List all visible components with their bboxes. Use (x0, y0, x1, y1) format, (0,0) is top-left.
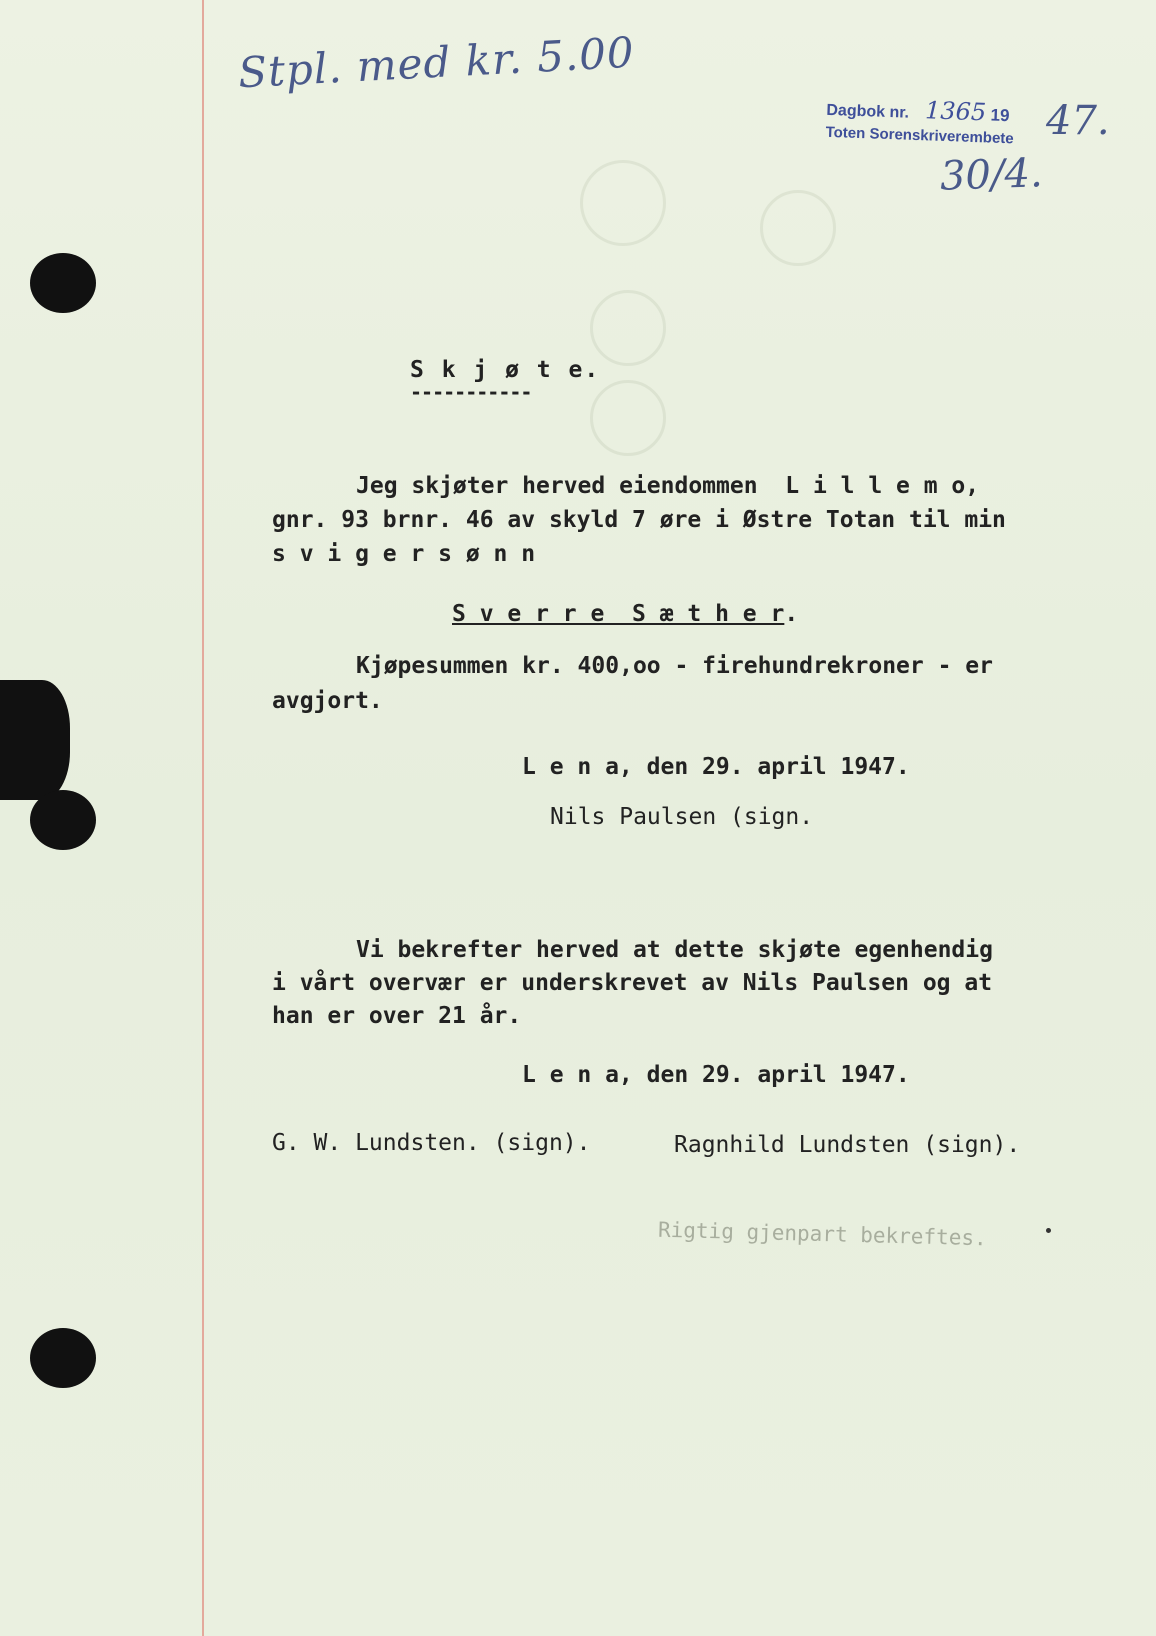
certification-stamp: Rigtig gjenpart bekreftes. (657, 1217, 987, 1251)
grantee-name (452, 601, 798, 627)
seller-signature: Nils Paulsen (sign. (550, 804, 814, 830)
deed-text-line: gnr. 93 brnr. 46 av skyld 7 øre i Østre Totan til min (272, 507, 1006, 533)
witness-signature: G. W. Lundsten. (sign). (272, 1130, 591, 1156)
heading-underline: ----------- (410, 380, 532, 404)
bleed-through-mark (590, 290, 666, 366)
purchase-price-line: Kjøpesummen kr. 400,oo - firehundrekroner - er (356, 653, 993, 679)
stamp-label: Dagbok nr. (826, 101, 910, 122)
document-heading: S k j ø t e. (410, 357, 601, 383)
punch-hole (30, 253, 96, 313)
place-date: L e n a, den 29. april 1947. (522, 1062, 910, 1088)
stamp-office: Toten Sorenskriverembete (825, 123, 1014, 148)
page-edge-shadow (0, 680, 70, 800)
deed-text-line: Jeg skjøter herved eiendommen L i l l e m o, (356, 473, 980, 499)
deed-text-line: s v i g e r s ø n n (272, 541, 536, 567)
bleed-through-mark (580, 160, 666, 246)
witness-signature: Ragnhild Lundsten (sign). (674, 1132, 1021, 1158)
journal-year: 47. (1046, 98, 1110, 144)
journal-date: 30/4. (939, 150, 1044, 200)
grantee-name-text: S v e r r e S æ t h e r (452, 601, 785, 627)
stamp-year-prefix: 19 (990, 105, 1010, 126)
place-date: L e n a, den 29. april 1947. (522, 754, 910, 780)
bleed-through-mark (590, 380, 666, 456)
purchase-price-line: avgjort. (272, 688, 383, 714)
bleed-through-mark (760, 190, 836, 266)
stamp-duty-note: Stpl. med kr. 5.00 (236, 27, 636, 98)
punch-hole (30, 1328, 96, 1388)
witness-text-line: Vi bekrefter herved at dette skjøte egenhendig (356, 937, 993, 963)
margin-rule (202, 0, 204, 1636)
punch-hole (30, 790, 96, 850)
ink-dot (1046, 1228, 1051, 1233)
journal-number: 1365 (924, 96, 987, 127)
journal-stamp (825, 96, 1067, 152)
witness-text-line: i vårt overvær er underskrevet av Nils Paulsen og at (272, 970, 993, 996)
witness-text-line: han er over 21 år. (272, 1003, 522, 1029)
grantee-period: . (784, 601, 799, 627)
